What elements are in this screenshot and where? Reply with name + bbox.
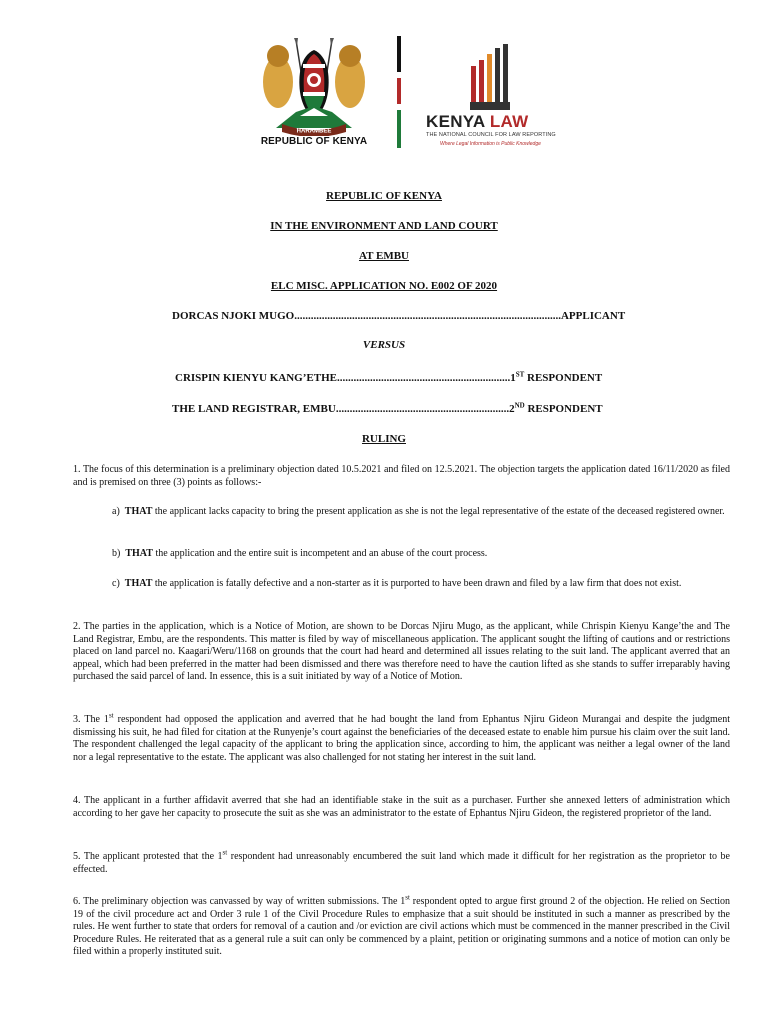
kenya-law-slogan: Where Legal Information is Public Knowledge bbox=[440, 141, 541, 147]
kenya-law-wordmark bbox=[426, 112, 529, 132]
flag-divider bbox=[397, 36, 401, 148]
heading-court: IN THE ENVIRONMENT AND LAND COURT bbox=[270, 220, 498, 232]
paragraph-6: 6. The preliminary objection was canvassed by way of written submissions. The 1st respondent opted to argue first ground 2 of the objection. He relied on Section 19 of the civil procedure act and Order 3 rule 1 of the Civil Procedure Rules to emphasize that a suit should be instituted in such a manner as prescribed by the rules. He went further to state that orders for removal of a caution and /or eviction are civil actions which must be commenced in the manner prescribed in the Civil Procedure Rules. He reiterated that as a general rule a suit can only be commenced by a plaint, petition or originating summons and a notice of motion can only be filed within a properly instituted suit. bbox=[73, 893, 731, 957]
party-respondent-2: THE LAND REGISTRAR, EMBU...............................................................2ND RESPONDENT bbox=[172, 401, 603, 415]
paragraph-2: 2. The parties in the application, which is a Notice of Motion, are shown to be Dorcas Njiru Mugo, as the applicant, while Chrispin Kienyu Kange’the and The Land Registrar, Embu, are the respondents. This matter is filed by way of miscellaneous application. The applicant sought the lifting of cautions and or restrictions placed on land parcel no. Kaagari/Weru/1168 on grounds that the court had heard and determined all issues relating to the suit land. The applicant averred that an appeal, which had been preferred in the matter had been dismissed and there was therefore need to have the caution lifted as she stands to suffer irreparably having purchased the said parcel of land. In essence, this is a suit initiated by way of a Notice of Motion. bbox=[73, 621, 730, 682]
objection-point-c: c) THAT the application is fatally defective and a non-starter as it is purported to have been drawn and filed by a law firm that does not exist. bbox=[112, 578, 682, 589]
republic-of-kenya-caption: REPUBLIC OF KENYA bbox=[260, 136, 368, 147]
coat-of-arms-icon bbox=[256, 36, 372, 136]
party-applicant: DORCAS NJOKI MUGO.................................................................................................APPLICANT bbox=[172, 310, 626, 322]
coat-of-arms-logo bbox=[250, 36, 378, 152]
paragraph-5: 5. The applicant protested that the 1st respondent had unreasonably encumbered the suit land which made it difficult for her registration as the proprietor to be effected. bbox=[73, 848, 730, 875]
kenya-law-pillars-icon bbox=[470, 44, 510, 110]
objection-point-b: b) THAT the application and the entire suit is incompetent and an abuse of the court process. bbox=[112, 548, 488, 559]
heading-case-number: ELC MISC. APPLICATION NO. E002 OF 2020 bbox=[270, 280, 498, 292]
paragraph-3: 3. The 1st respondent had opposed the application and averred that he had bought the land from Ephantus Njiru Gideon Murangai and despite the judgment dismissing his suit, he had filed for citation at the Runyenje’s court against the beneficiaries of the deceased estate to enable him pursue his claim over the suit land. The respondent challenged the legal capacity of the applicant to bring the application since, according to him, the applicant was neither a legal owner of the land nor a legal representative to the estate. The applicant was also challenged for not stating her interest in the suit land. bbox=[73, 711, 730, 763]
paragraph-4: 4. The applicant in a further affidavit averred that she had an identifiable stake in the suit as a purchaser. Further she annexed letters of administration which according to her gave her capacity to prosecute the suit as she was an administrator to the estate of Ephantus Njiru Gideon, the registered proprietor of the land. bbox=[73, 795, 730, 819]
kenya-law-logo bbox=[424, 44, 554, 154]
objection-point-a: a) THAT the applicant lacks capacity to bring the present application as she is not the legal representative of the estate of the deceased registered owner. bbox=[112, 506, 725, 517]
law-word: LAW bbox=[489, 112, 529, 131]
versus-label: VERSUS bbox=[362, 339, 406, 351]
paragraph-1: 1. The focus of this determination is a preliminary objection dated 10.5.2021 and filed on 12.5.2021. The objection targets the application dated 16/11/2020 as filed and is premised on three (3) points as follows:- bbox=[73, 464, 730, 488]
kenya-law-tagline: THE NATIONAL COUNCIL FOR LAW REPORTING bbox=[426, 132, 556, 138]
motto-text: HARAMBEE bbox=[296, 128, 332, 135]
kenya-word: KENYA bbox=[426, 112, 485, 131]
heading-republic: REPUBLIC OF KENYA bbox=[326, 190, 442, 202]
heading-venue: AT EMBU bbox=[358, 250, 409, 262]
party-respondent-1: CRISPIN KIENYU KANG’ETHE...............................................................1ST RESPONDENT bbox=[175, 370, 603, 384]
ruling-title: RULING bbox=[361, 433, 406, 445]
